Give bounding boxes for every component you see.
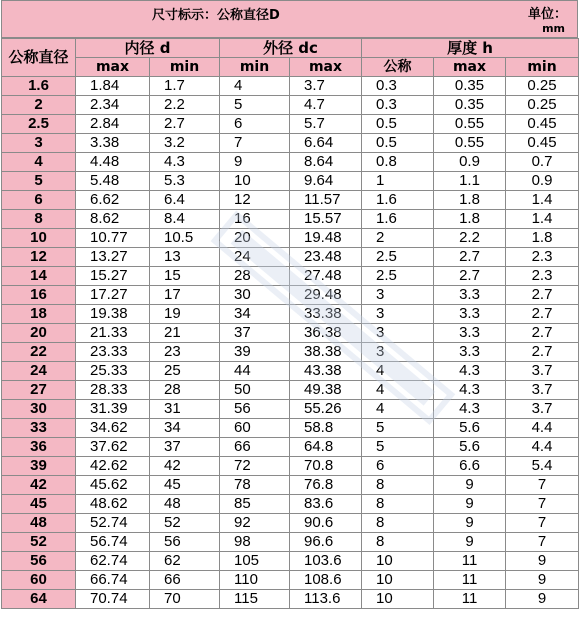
- cell-inner-min: 28: [150, 381, 220, 400]
- cell-inner-min: 21: [150, 324, 220, 343]
- cell-thickness-nominal: 3: [362, 324, 434, 343]
- cell-nominal-size: 36: [2, 438, 76, 457]
- table-row: [2, 400, 579, 419]
- cell-inner-min: 2.7: [150, 115, 220, 134]
- cell-thickness-min: 2.3: [506, 248, 579, 267]
- cell-outer-max: 70.8: [290, 457, 362, 476]
- cell-inner-max: 6.62: [76, 191, 150, 210]
- cell-thickness-min: 9: [506, 552, 579, 571]
- cell-thickness-nominal: 10: [362, 552, 434, 571]
- dimension-table: [1, 38, 579, 609]
- table-row: [2, 533, 579, 552]
- table-row: [2, 286, 579, 305]
- table-row: [2, 153, 579, 172]
- header-outer-diameter: 外径 dc: [220, 39, 362, 58]
- cell-inner-max: 19.38: [76, 305, 150, 324]
- cell-thickness-nominal: 0.5: [362, 115, 434, 134]
- cell-thickness-min: 7: [506, 514, 579, 533]
- cell-thickness-min: 1.4: [506, 210, 579, 229]
- cell-inner-max: 17.27: [76, 286, 150, 305]
- table-row: [2, 305, 579, 324]
- cell-inner-max: 48.62: [76, 495, 150, 514]
- cell-thickness-nominal: 1: [362, 172, 434, 191]
- cell-outer-min: 39: [220, 343, 290, 362]
- cell-thickness-max: 4.3: [434, 381, 506, 400]
- cell-thickness-nominal: 8: [362, 495, 434, 514]
- cell-thickness-min: 5.4: [506, 457, 579, 476]
- cell-thickness-min: 4.4: [506, 419, 579, 438]
- subheader-inner-max: max: [76, 58, 150, 77]
- cell-thickness-min: 2.7: [506, 343, 579, 362]
- cell-thickness-nominal: 3: [362, 343, 434, 362]
- cell-inner-min: 2.2: [150, 96, 220, 115]
- cell-outer-max: 9.64: [290, 172, 362, 191]
- cell-thickness-min: 9: [506, 571, 579, 590]
- cell-thickness-min: 2.3: [506, 267, 579, 286]
- cell-inner-max: 8.62: [76, 210, 150, 229]
- cell-thickness-min: 0.25: [506, 96, 579, 115]
- header-nominal-diameter: 公称直径: [2, 39, 76, 77]
- cell-inner-min: 6.4: [150, 191, 220, 210]
- cell-inner-max: 5.48: [76, 172, 150, 191]
- cell-outer-min: 37: [220, 324, 290, 343]
- cell-outer-max: 113.6: [290, 590, 362, 609]
- cell-thickness-max: 4.3: [434, 400, 506, 419]
- cell-inner-max: 15.27: [76, 267, 150, 286]
- cell-thickness-nominal: 0.3: [362, 77, 434, 96]
- cell-nominal-size: 8: [2, 210, 76, 229]
- cell-inner-max: 70.74: [76, 590, 150, 609]
- cell-thickness-min: 9: [506, 590, 579, 609]
- cell-outer-max: 15.57: [290, 210, 362, 229]
- cell-inner-min: 37: [150, 438, 220, 457]
- cell-inner-max: 52.74: [76, 514, 150, 533]
- cell-outer-min: 92: [220, 514, 290, 533]
- cell-thickness-min: 4.4: [506, 438, 579, 457]
- cell-inner-max: 37.62: [76, 438, 150, 457]
- subheader-thickness-max: max: [434, 58, 506, 77]
- cell-nominal-size: 6: [2, 191, 76, 210]
- cell-outer-max: 19.48: [290, 229, 362, 248]
- cell-outer-min: 6: [220, 115, 290, 134]
- cell-nominal-size: 20: [2, 324, 76, 343]
- cell-nominal-size: 42: [2, 476, 76, 495]
- cell-inner-max: 21.33: [76, 324, 150, 343]
- cell-inner-min: 15: [150, 267, 220, 286]
- cell-nominal-size: 4: [2, 153, 76, 172]
- cell-inner-min: 4.3: [150, 153, 220, 172]
- table-row: [2, 267, 579, 286]
- cell-thickness-nominal: 8: [362, 533, 434, 552]
- cell-thickness-max: 9: [434, 533, 506, 552]
- cell-outer-min: 60: [220, 419, 290, 438]
- cell-outer-min: 56: [220, 400, 290, 419]
- cell-thickness-max: 1.1: [434, 172, 506, 191]
- subheader-outer-min: min: [220, 58, 290, 77]
- header-thickness: 厚度 h: [362, 39, 579, 58]
- cell-outer-min: 10: [220, 172, 290, 191]
- cell-thickness-max: 3.3: [434, 343, 506, 362]
- cell-thickness-nominal: 8: [362, 514, 434, 533]
- cell-inner-min: 17: [150, 286, 220, 305]
- cell-inner-min: 62: [150, 552, 220, 571]
- cell-outer-max: 76.8: [290, 476, 362, 495]
- cell-thickness-min: 0.45: [506, 115, 579, 134]
- table-row: [2, 343, 579, 362]
- cell-outer-max: 38.38: [290, 343, 362, 362]
- spec-sheet: [1, 0, 578, 609]
- cell-outer-max: 90.6: [290, 514, 362, 533]
- cell-thickness-nominal: 10: [362, 590, 434, 609]
- cell-thickness-max: 9: [434, 476, 506, 495]
- cell-thickness-max: 5.6: [434, 419, 506, 438]
- cell-thickness-nominal: 4: [362, 362, 434, 381]
- cell-inner-min: 34: [150, 419, 220, 438]
- cell-inner-min: 52: [150, 514, 220, 533]
- cell-thickness-max: 11: [434, 571, 506, 590]
- cell-inner-min: 70: [150, 590, 220, 609]
- cell-thickness-nominal: 0.3: [362, 96, 434, 115]
- table-row: [2, 438, 579, 457]
- cell-outer-min: 20: [220, 229, 290, 248]
- table-row: [2, 419, 579, 438]
- cell-nominal-size: 64: [2, 590, 76, 609]
- cell-outer-min: 78: [220, 476, 290, 495]
- cell-outer-max: 96.6: [290, 533, 362, 552]
- cell-outer-min: 72: [220, 457, 290, 476]
- cell-inner-max: 56.74: [76, 533, 150, 552]
- table-row: [2, 248, 579, 267]
- cell-thickness-max: 1.8: [434, 210, 506, 229]
- cell-outer-max: 8.64: [290, 153, 362, 172]
- cell-nominal-size: 2.5: [2, 115, 76, 134]
- cell-thickness-max: 0.55: [434, 134, 506, 153]
- cell-inner-min: 1.7: [150, 77, 220, 96]
- cell-nominal-size: 2: [2, 96, 76, 115]
- cell-outer-min: 110: [220, 571, 290, 590]
- cell-nominal-size: 3: [2, 134, 76, 153]
- cell-thickness-max: 1.8: [434, 191, 506, 210]
- cell-outer-max: 64.8: [290, 438, 362, 457]
- cell-nominal-size: 27: [2, 381, 76, 400]
- cell-nominal-size: 22: [2, 343, 76, 362]
- cell-outer-max: 11.57: [290, 191, 362, 210]
- table-row: [2, 571, 579, 590]
- cell-thickness-max: 9: [434, 514, 506, 533]
- cell-thickness-min: 2.7: [506, 286, 579, 305]
- cell-inner-max: 13.27: [76, 248, 150, 267]
- cell-inner-max: 4.48: [76, 153, 150, 172]
- title-bar: [1, 0, 578, 38]
- cell-thickness-nominal: 1.6: [362, 191, 434, 210]
- table-row: [2, 134, 579, 153]
- cell-thickness-max: 2.2: [434, 229, 506, 248]
- cell-thickness-min: 3.7: [506, 381, 579, 400]
- table-row: [2, 457, 579, 476]
- cell-thickness-max: 11: [434, 590, 506, 609]
- cell-thickness-nominal: 1.6: [362, 210, 434, 229]
- cell-thickness-nominal: 10: [362, 571, 434, 590]
- cell-thickness-min: 7: [506, 476, 579, 495]
- cell-thickness-nominal: 0.5: [362, 134, 434, 153]
- cell-outer-min: 28: [220, 267, 290, 286]
- cell-inner-min: 25: [150, 362, 220, 381]
- cell-thickness-max: 2.7: [434, 248, 506, 267]
- subheader-outer-max: max: [290, 58, 362, 77]
- cell-thickness-nominal: 5: [362, 419, 434, 438]
- cell-inner-min: 48: [150, 495, 220, 514]
- cell-inner-max: 3.38: [76, 134, 150, 153]
- cell-inner-min: 8.4: [150, 210, 220, 229]
- cell-thickness-max: 9: [434, 495, 506, 514]
- cell-outer-max: 55.26: [290, 400, 362, 419]
- cell-outer-min: 34: [220, 305, 290, 324]
- cell-thickness-max: 5.6: [434, 438, 506, 457]
- cell-nominal-size: 1.6: [2, 77, 76, 96]
- cell-thickness-nominal: 2.5: [362, 248, 434, 267]
- cell-inner-min: 10.5: [150, 229, 220, 248]
- cell-nominal-size: 12: [2, 248, 76, 267]
- cell-thickness-min: 7: [506, 533, 579, 552]
- cell-inner-max: 62.74: [76, 552, 150, 571]
- cell-thickness-nominal: 3: [362, 305, 434, 324]
- cell-outer-min: 4: [220, 77, 290, 96]
- cell-nominal-size: 16: [2, 286, 76, 305]
- table-row: [2, 191, 579, 210]
- cell-outer-max: 6.64: [290, 134, 362, 153]
- cell-inner-max: 45.62: [76, 476, 150, 495]
- cell-thickness-max: 3.3: [434, 324, 506, 343]
- cell-thickness-min: 0.45: [506, 134, 579, 153]
- cell-outer-max: 4.7: [290, 96, 362, 115]
- cell-outer-min: 5: [220, 96, 290, 115]
- cell-thickness-max: 3.3: [434, 286, 506, 305]
- cell-thickness-min: 2.7: [506, 305, 579, 324]
- cell-inner-max: 31.39: [76, 400, 150, 419]
- cell-thickness-max: 0.35: [434, 96, 506, 115]
- cell-thickness-min: 0.9: [506, 172, 579, 191]
- header-inner-diameter: 内径 d: [76, 39, 220, 58]
- cell-inner-max: 1.84: [76, 77, 150, 96]
- cell-inner-max: 34.62: [76, 419, 150, 438]
- table-row: [2, 324, 579, 343]
- cell-outer-max: 108.6: [290, 571, 362, 590]
- table-row: [2, 552, 579, 571]
- subheader-thickness-nominal: 公称: [362, 58, 434, 77]
- cell-inner-min: 3.2: [150, 134, 220, 153]
- subheader-inner-min: min: [150, 58, 220, 77]
- cell-thickness-min: 1.4: [506, 191, 579, 210]
- cell-outer-min: 105: [220, 552, 290, 571]
- table-row: [2, 229, 579, 248]
- cell-outer-max: 3.7: [290, 77, 362, 96]
- cell-outer-min: 7: [220, 134, 290, 153]
- cell-outer-min: 115: [220, 590, 290, 609]
- cell-outer-max: 27.48: [290, 267, 362, 286]
- cell-thickness-min: 1.8: [506, 229, 579, 248]
- cell-thickness-min: 3.7: [506, 400, 579, 419]
- cell-nominal-size: 56: [2, 552, 76, 571]
- table-row: [2, 210, 579, 229]
- cell-inner-min: 5.3: [150, 172, 220, 191]
- cell-nominal-size: 30: [2, 400, 76, 419]
- cell-inner-min: 31: [150, 400, 220, 419]
- cell-outer-max: 49.38: [290, 381, 362, 400]
- cell-thickness-nominal: 3: [362, 286, 434, 305]
- page-title: 尺寸标示：公称直径D: [152, 8, 280, 23]
- cell-thickness-nominal: 2: [362, 229, 434, 248]
- cell-inner-max: 2.84: [76, 115, 150, 134]
- cell-nominal-size: 18: [2, 305, 76, 324]
- cell-inner-min: 19: [150, 305, 220, 324]
- cell-outer-min: 30: [220, 286, 290, 305]
- unit-value: mm: [542, 22, 565, 35]
- cell-thickness-nominal: 5: [362, 438, 434, 457]
- cell-thickness-min: 0.25: [506, 77, 579, 96]
- cell-outer-max: 43.38: [290, 362, 362, 381]
- table-row: [2, 172, 579, 191]
- subheader-thickness-min: min: [506, 58, 579, 77]
- cell-thickness-max: 11: [434, 552, 506, 571]
- cell-inner-min: 66: [150, 571, 220, 590]
- cell-nominal-size: 39: [2, 457, 76, 476]
- cell-outer-max: 5.7: [290, 115, 362, 134]
- cell-inner-max: 23.33: [76, 343, 150, 362]
- cell-thickness-nominal: 4: [362, 400, 434, 419]
- cell-thickness-nominal: 6: [362, 457, 434, 476]
- cell-thickness-min: 7: [506, 495, 579, 514]
- cell-thickness-nominal: 4: [362, 381, 434, 400]
- cell-thickness-max: 2.7: [434, 267, 506, 286]
- cell-thickness-max: 0.55: [434, 115, 506, 134]
- cell-nominal-size: 45: [2, 495, 76, 514]
- cell-nominal-size: 10: [2, 229, 76, 248]
- cell-nominal-size: 52: [2, 533, 76, 552]
- table-row: [2, 96, 579, 115]
- table-row: [2, 590, 579, 609]
- cell-outer-max: 103.6: [290, 552, 362, 571]
- cell-nominal-size: 60: [2, 571, 76, 590]
- cell-thickness-max: 0.9: [434, 153, 506, 172]
- cell-outer-min: 12: [220, 191, 290, 210]
- cell-inner-max: 2.34: [76, 96, 150, 115]
- cell-outer-min: 85: [220, 495, 290, 514]
- cell-nominal-size: 48: [2, 514, 76, 533]
- cell-outer-min: 16: [220, 210, 290, 229]
- cell-thickness-max: 4.3: [434, 362, 506, 381]
- table-row: [2, 514, 579, 533]
- cell-thickness-min: 3.7: [506, 362, 579, 381]
- cell-inner-min: 45: [150, 476, 220, 495]
- table-body: [2, 77, 579, 609]
- cell-inner-min: 13: [150, 248, 220, 267]
- cell-inner-max: 25.33: [76, 362, 150, 381]
- cell-nominal-size: 33: [2, 419, 76, 438]
- cell-outer-max: 29.48: [290, 286, 362, 305]
- cell-nominal-size: 5: [2, 172, 76, 191]
- table-row: [2, 495, 579, 514]
- cell-inner-min: 42: [150, 457, 220, 476]
- cell-outer-min: 44: [220, 362, 290, 381]
- cell-outer-max: 36.38: [290, 324, 362, 343]
- table-row: [2, 77, 579, 96]
- cell-thickness-max: 6.6: [434, 457, 506, 476]
- cell-inner-max: 10.77: [76, 229, 150, 248]
- table-row: [2, 476, 579, 495]
- cell-outer-max: 23.48: [290, 248, 362, 267]
- cell-outer-max: 58.8: [290, 419, 362, 438]
- cell-outer-max: 33.38: [290, 305, 362, 324]
- cell-outer-min: 50: [220, 381, 290, 400]
- table-row: [2, 381, 579, 400]
- unit-label: 单位：: [527, 7, 567, 22]
- cell-inner-min: 23: [150, 343, 220, 362]
- cell-thickness-nominal: 8: [362, 476, 434, 495]
- cell-inner-max: 66.74: [76, 571, 150, 590]
- cell-thickness-max: 0.35: [434, 77, 506, 96]
- cell-outer-max: 83.6: [290, 495, 362, 514]
- cell-outer-min: 98: [220, 533, 290, 552]
- table-row: [2, 115, 579, 134]
- cell-thickness-nominal: 0.8: [362, 153, 434, 172]
- cell-outer-min: 24: [220, 248, 290, 267]
- cell-inner-min: 56: [150, 533, 220, 552]
- cell-thickness-min: 2.7: [506, 324, 579, 343]
- cell-thickness-max: 3.3: [434, 305, 506, 324]
- table-row: [2, 362, 579, 381]
- cell-inner-max: 28.33: [76, 381, 150, 400]
- cell-thickness-nominal: 2.5: [362, 267, 434, 286]
- cell-outer-min: 9: [220, 153, 290, 172]
- cell-inner-max: 42.62: [76, 457, 150, 476]
- cell-outer-min: 66: [220, 438, 290, 457]
- cell-nominal-size: 14: [2, 267, 76, 286]
- cell-thickness-min: 0.7: [506, 153, 579, 172]
- cell-nominal-size: 24: [2, 362, 76, 381]
